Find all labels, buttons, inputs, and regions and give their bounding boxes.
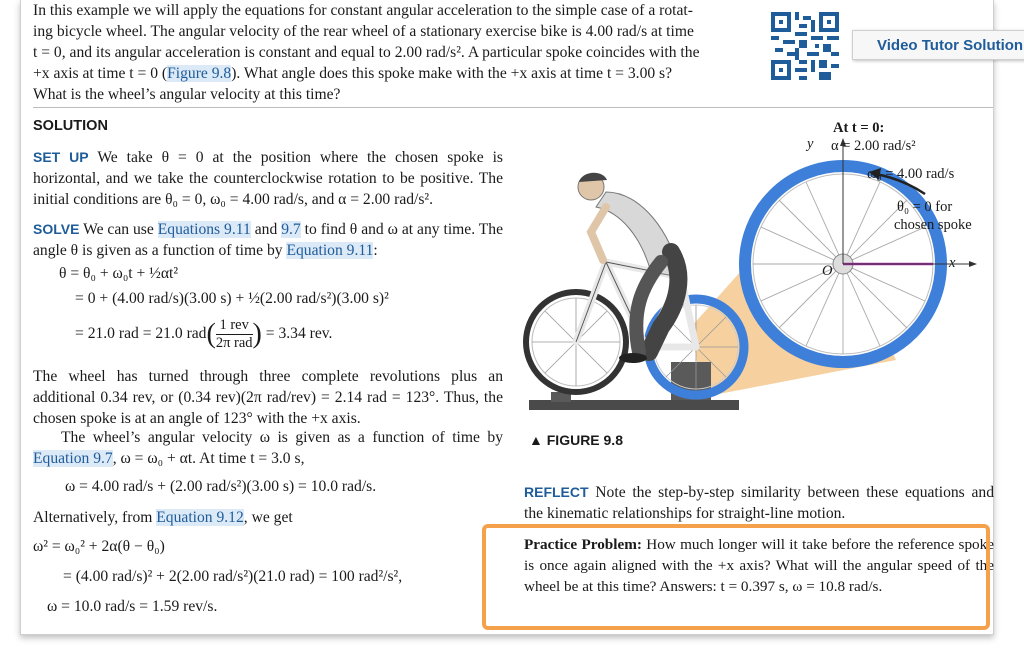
- solve-paragraph: SOLVE We can use Equations 9.11 and 9.7 to find θ and ω at any time. The angle θ is given as a function of time by Equation 9.11:: [33, 221, 504, 259]
- practice-keyword: Practice Problem:: [524, 536, 642, 553]
- figure-x-axis-label: x: [949, 255, 956, 271]
- intro-line: What is the wheel’s angular velocity at this time?: [33, 86, 341, 103]
- practice-problem: Practice Problem: How much longer will it take before the reference spoke is once again aligned with the +x axis? What will the angular speed of the wheel be at this time? Answers: t = 0.397 s, ω = 10.8 rad/s.: [524, 536, 994, 595]
- setup-keyword: SET UP: [33, 149, 89, 165]
- equation-link[interactable]: Equations 9.11: [157, 221, 251, 238]
- figure-origin-label: O: [822, 263, 833, 279]
- omega-paragraph: The wheel’s angular velocity ω is given as a function of time by Equation 9.7, ω = ω₀ + αt. At time t = 3.0 s,: [33, 429, 503, 467]
- equation-omega-result: ω = 10.0 rad/s = 1.59 rev/s.: [47, 598, 218, 615]
- figure-alpha-label: α = 2.00 rad/s²: [831, 138, 916, 154]
- setup-text: We take θ = 0 at the position where the chosen spoke is horizontal, and we take the counterclockwise rotation to be positive. The initial conditions are θ₀ = 0, ω₀ = 4.00 rad/s, and α = 2.00 rad/s².: [33, 149, 503, 208]
- figure-theta-label: θ₀ = 0 for: [897, 199, 953, 215]
- equation-theta-result: = 21.0 rad = 21.0 rad( $\frac{\text{1 rev}}{\text{2π rad}}$ ) = 3.34 rev.: [75, 317, 333, 351]
- equation-link[interactable]: Equation 9.7: [33, 450, 113, 467]
- figure-at-label: At t = 0:: [833, 120, 885, 136]
- solution-heading: SOLUTION: [33, 118, 108, 134]
- equation-theta-values: = 0 + (4.00 rad/s)(3.00 s) + ½(2.00 rad/s²)(3.00 s)²: [75, 290, 389, 307]
- figure-9-8-illustration: [521, 112, 993, 424]
- figure-omega-label: ω₀ = 4.00 rad/s: [867, 166, 955, 182]
- practice-highlight-box: [482, 524, 990, 630]
- solve-keyword: SOLVE: [33, 221, 80, 237]
- intro-line: In this example we will apply the equations for constant angular acceleration to the simple case of a rotat-: [33, 2, 693, 19]
- section-divider: [33, 107, 993, 108]
- equation-omega-squared-values: = (4.00 rad/s)² + 2(2.00 rad/s²)(21.0 rad) = 100 rad²/s²,: [63, 568, 403, 585]
- figure-y-axis-label: y: [807, 136, 814, 152]
- equation-link[interactable]: Equation 9.11: [286, 242, 374, 259]
- qr-code-icon[interactable]: [771, 12, 839, 80]
- equation-theta: θ = θ₀ + ω₀t + ½αt²: [59, 265, 179, 282]
- equation-link[interactable]: Equation 9.12: [156, 509, 244, 526]
- alternative-paragraph: Alternatively, from Equation 9.12, we get: [33, 509, 293, 526]
- turn-paragraph: The wheel has turned through three complete revolutions plus an additional 0.34 rev, or (0.34 rev)(2π rad/rev) = 2.14 rad = 123°. Thus, the chosen spoke is at an angle of 123° with the +x axis.: [33, 368, 503, 427]
- equation-omega-squared: ω² = ω₀² + 2α(θ − θ₀): [33, 538, 165, 555]
- fraction: $\frac{\text{1 rev}}{\text{2π rad}}$: [215, 317, 253, 351]
- equation-link[interactable]: 9.7: [281, 221, 301, 238]
- reflect-paragraph: REFLECT Note the step-by-step similarity between these equations and the kinematic relationships for straight-line motion.: [524, 484, 994, 522]
- reflect-keyword: REFLECT: [524, 484, 589, 500]
- intro-line: +x axis at time t = 0 (Figure 9.8). What angle does this spoke make with the +x axis at time t = 3.00 s?: [33, 65, 673, 82]
- intro-line: t = 0, and its angular acceleration is constant and equal to 2.00 rad/s². A particular spoke coincides with the: [33, 44, 700, 61]
- setup-paragraph: [33, 147, 503, 210]
- problem-statement: [33, 0, 748, 105]
- figure-caption: ▲ FIGURE 9.8: [529, 432, 623, 448]
- equation-omega: ω = 4.00 rad/s + (2.00 rad/s²)(3.00 s) = 10.0 rad/s.: [65, 478, 377, 495]
- intro-line: ing bicycle wheel. The angular velocity of the rear wheel of a stationary exercise bike is 4.00 rad/s at time: [33, 23, 694, 40]
- figure-theta-label-2: chosen spoke: [894, 217, 972, 233]
- figure-link[interactable]: Figure 9.8: [167, 65, 232, 82]
- video-tutor-solution-button[interactable]: Video Tutor Solution: [852, 30, 1024, 60]
